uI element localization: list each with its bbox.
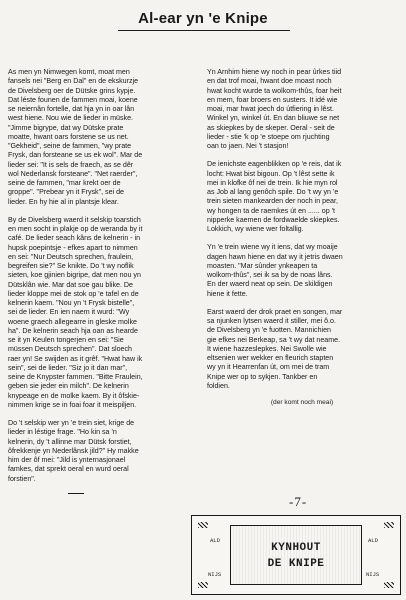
logo-subtitle: DE KNIPE bbox=[267, 558, 325, 570]
page-number: -7- bbox=[289, 494, 308, 509]
logo-corner-label: ALD bbox=[368, 537, 378, 544]
title-underline bbox=[118, 30, 290, 31]
continuation-note: (der komt noch meai) bbox=[270, 399, 334, 406]
left-column bbox=[8, 68, 196, 494]
paragraph: Do 't selskip wer yn 'e trein siet, krige de lieder in léstige frage. "Ho kin sa 'n kelnerin, dy 't allinne mar Dütsk forstiet, ôfrekkenje yn Nederlânsk jild?" Hy makke him der ôf mei: "Jild is ynternasjonael famkes, dat sprekt oeral en wurd oeral forstien". bbox=[8, 419, 139, 483]
hatch-decoration bbox=[384, 582, 394, 588]
hatch-decoration bbox=[384, 522, 394, 528]
page-title: Al-ear yn 'e Knipe bbox=[138, 10, 268, 27]
paragraph: By de Divelsberg waerd it selskip toarstich en men socht in plakje op de weranda by it café. De lieder seach kâns de kelnerin - in hupsk poepintsje - efkes apart to nimmen en sei: "Nur Deutsch sprechen, fraulein, begreifen sie?" Se knikte. Do 't wy noflik sieten, koe gjinien bigripe, dat men nou yn Dütsklân wie. Mar dat soe gau blike. De lieder kloppe mei de stok op 'e tafel en de kelnerin kaem. "Nou yn 't Frysk bistelle", sei de lieder. En ien naem it wurd: "Wy woene graech allegearre in gleske molke ha". De kelnerin seach hja oan as hearde se it yn Keulen tongerjen en sei: "Sie müssen Deutsch sprechen". Dat sloech raer yn! Se swijden as it grêf. "Hwat haw ik sein", sei de lieder. "Siz jo it dan mar", seine de Knypster fammen. "Bitte Fraulein, geben sie jeder ein milch". De kelnerin knypeage en de molke kaem. By it ôfskie- nimmen krige se in foai foar it meispiljen. bbox=[8, 215, 143, 409]
section-divider bbox=[68, 493, 84, 494]
logo-corner-label: NIJS bbox=[208, 571, 222, 578]
right-column bbox=[207, 68, 397, 407]
paragraph: De ienichste eagenblikken op 'e reis, dat ik locht: Hwat bist bigoun. Op 't lêst sette ik mei in klofke ôf nei de trein. Ik hie myn rol as Job al lang genôch spile. Do 't wy yn 'e trein sieten mankearden der noch in pear, wy hongen ta de raemkes út en ...... op 't nipperke kaemen de fordwaelde skiepkes. Lokkich, wy wiene wer foltallig. bbox=[207, 160, 342, 233]
logo-corner-label: ALD bbox=[210, 537, 220, 544]
hatch-decoration bbox=[198, 582, 208, 588]
logo-corner-label: NIJS bbox=[366, 571, 380, 578]
logo-board bbox=[230, 525, 362, 585]
paragraph: As men yn Nimwegen komt, moat men fansels nei "Berg en Dal" en de ekskurzje de Divelsberg oer de Dütske grins kypje. Dat léste founen de fammen moai, koene se neiernân fortelle, dat hja yn in oar lân west hiene. Nou wie de lieder in müske. "Jimme bigrype, dat wy Dütske prate moatte, hwant oars forstene se us net. "Gekheid", seine de fammen, "wy prate Frysk, dan forsteane se us ek wol". Mar de lieder sei: "It is sels de fraech, as se dêr wol Nederlansk forsteane". "Net raerder", seine de fammen, "mar krekt oer de groppe". "Prebear yn it Frysk", sei de lieder. En hy hie al in plantsje klear. bbox=[8, 68, 143, 206]
paragraph: Earst waerd der drok praet en songen, mar sa njunken lytsen waerd it stiller, mei ô.o. de Divelsberg yn 'e fuotten. Mannichien gie efkes nei Berkeap, sa 't wy dat neame. It wiene hazzeslepkes. Nei Swolle wie eltsenien wer wekker en fleurich stapten wy yn it Hearrenfan út, om mei de tram Knipe wer op to sykjen. Tankber en foldien. bbox=[207, 307, 343, 390]
kynhout-logo bbox=[191, 515, 401, 595]
paragraph: Yn 'e trein wiene wy it iens, dat wy moaije dagen hawn hiene en dat wy it jetris dwaen moasten. "Mar sûnder ynkeapen ta wolkom-thûs", sei ik sa by de noas lâns. En der waerd neat op sein. De skildigen hiene it fette. bbox=[207, 243, 343, 298]
logo-title: KYNHOUT bbox=[271, 542, 321, 554]
hatch-decoration bbox=[198, 522, 208, 528]
paragraph: Yn Arnhim hiene wy noch in pear ûrkes tiid en dat trof moai, hwant doe moast noch hwat kocht wurde ta wolkom-thûs, foar heit en mem, foar broers en susters. It idé wie moai, mar hwat joech do útfiering in lêst. Winkel yn, winkel út. En dan bliuwe se net as skiepkes by de skeper. Oeral - seit de lieder - stie 'k op 'e stoepe om rjuchting oan to jaen. Nei 't stasjon! bbox=[207, 68, 342, 150]
